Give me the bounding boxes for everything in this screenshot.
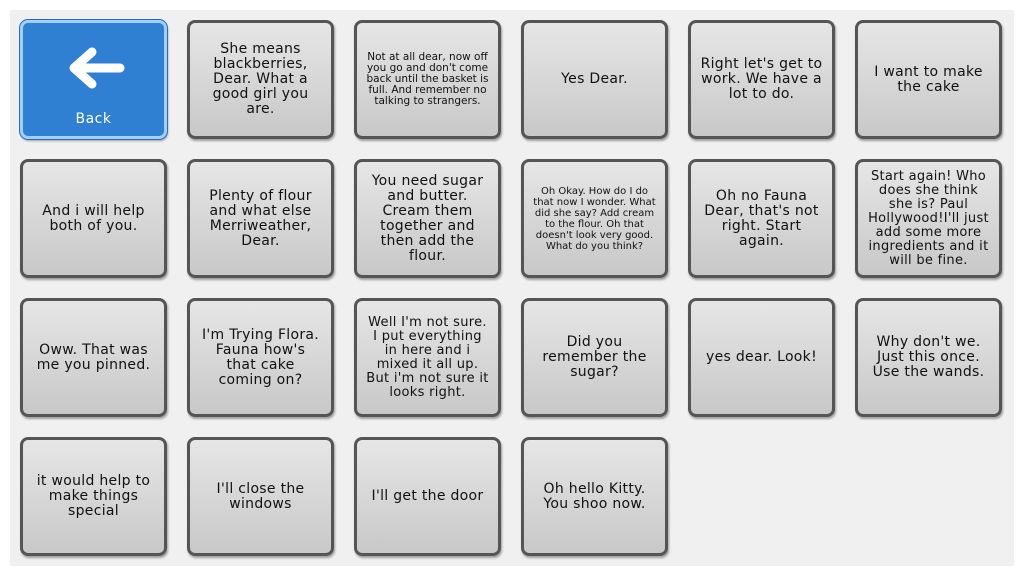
phrase-tile[interactable] [855, 298, 1002, 417]
phrase-tile[interactable] [354, 437, 501, 556]
phrase-tile[interactable] [354, 159, 501, 278]
phrase-tile[interactable] [354, 20, 501, 139]
phrase-tile[interactable] [20, 298, 167, 417]
phrase-text: Oww. That was me you pinned. [36, 341, 151, 373]
phrase-text: And i will help both of you. [42, 202, 145, 234]
phrase-text: Well I'm not sure. I put everything in here and i mixed it all up. But i'm not sure it looks right. [366, 314, 489, 400]
phrase-tile[interactable] [688, 298, 835, 417]
phrase-text: Oh Okay. How do I do that now I wonder. What did she say? Add cream to the flour. Oh that doesn't look very good. What do you think? [533, 185, 656, 252]
phrase-tile[interactable] [521, 20, 668, 139]
phrase-tile[interactable] [688, 20, 835, 139]
phrase-text: Not at all dear, now off you go and don't come back until the basket is full. And remember no talking to strangers. [366, 51, 489, 107]
phrase-tile[interactable] [521, 159, 668, 278]
phrase-tile[interactable] [187, 159, 334, 278]
phrase-tile[interactable] [20, 437, 167, 556]
phrase-text: I want to make the cake [874, 63, 983, 95]
phrase-tile[interactable] [855, 159, 1002, 278]
phrase-text: Why don't we. Just this once. Use the wands. [872, 334, 985, 380]
phrase-tile[interactable] [521, 437, 668, 556]
arrow-left-icon [64, 45, 126, 91]
phrase-tile[interactable] [20, 159, 167, 278]
phrase-tile[interactable] [688, 159, 835, 278]
phrase-tile[interactable] [354, 298, 501, 417]
phrase-grid [20, 20, 1002, 556]
phrase-tile[interactable] [187, 20, 334, 139]
phrase-tile[interactable] [855, 20, 1002, 139]
phrase-tile[interactable] [521, 298, 668, 417]
phrase-tile[interactable] [187, 298, 334, 417]
phrase-text: Oh hello Kitty. You shoo now. [543, 480, 646, 512]
phrase-text: Plenty of flour and what else Merriweather, Dear. [209, 187, 312, 249]
phrase-text: Right let's get to work. We have a lot to do. [700, 56, 823, 102]
phrase-text: yes dear. Look! [706, 349, 817, 365]
phrase-text: I'll get the door [371, 488, 484, 504]
phrase-text: You need sugar and butter. Cream them together and then add the flour. [371, 172, 484, 264]
phrase-text: Did you remember the sugar? [542, 334, 647, 380]
phrase-text: She means blackberries, Dear. What a good girl you are. [212, 41, 309, 117]
phrase-text: it would help to make things special [36, 473, 151, 519]
communication-board [10, 10, 1014, 566]
phrase-text: Oh no Fauna Dear, that's not right. Start again. [704, 187, 819, 249]
phrase-text: Yes Dear. [561, 71, 628, 87]
phrase-text: Start again! Who does she think she is? Paul Hollywood!I'll just add some more ingredients and it will be fine. [868, 168, 989, 268]
back-button[interactable] [20, 20, 167, 139]
back-label: Back [75, 111, 112, 127]
phrase-text: I'm Trying Flora. Fauna how's that cake coming on? [201, 326, 320, 388]
phrase-tile[interactable] [187, 437, 334, 556]
phrase-text: I'll close the windows [216, 480, 305, 512]
